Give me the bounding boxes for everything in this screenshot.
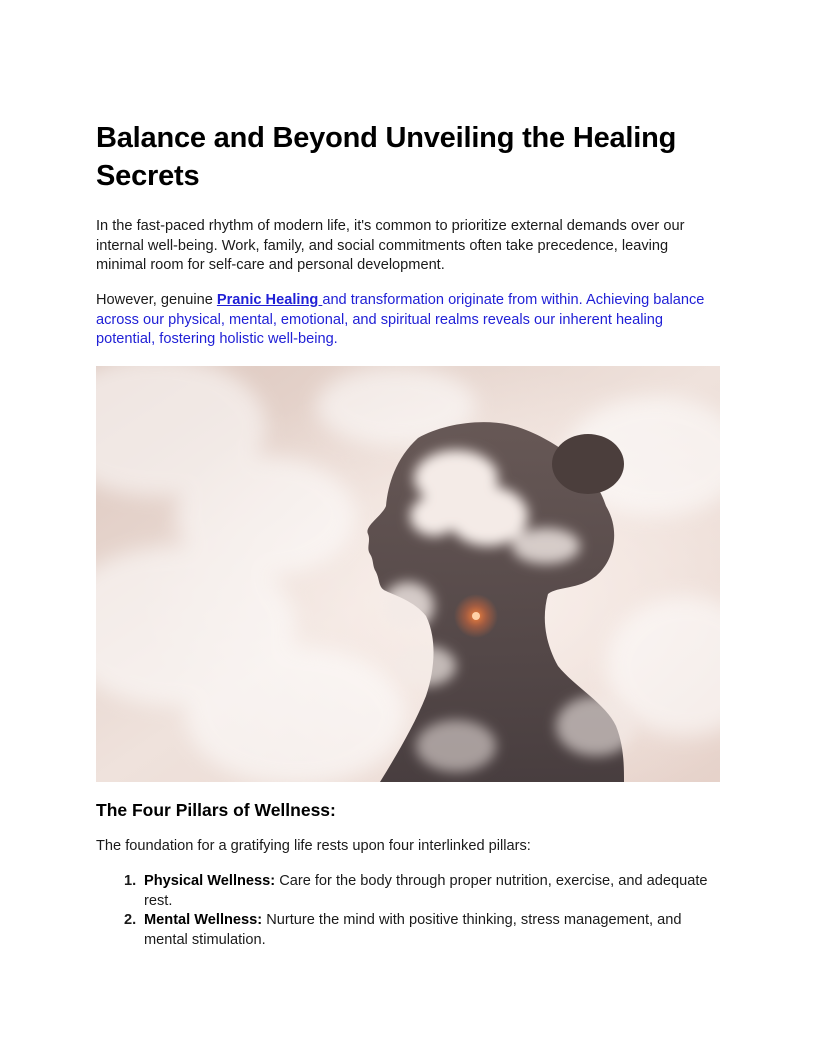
list-item: [96, 911, 720, 950]
list-number: 1.: [124, 873, 137, 889]
pillars-list: [96, 872, 720, 950]
pillar-name: Mental Wellness:: [144, 912, 263, 928]
list-number: 2.: [124, 912, 137, 928]
pillar-description: Nurture the mind with positive thinking, stress management, and mental stimulation.: [144, 912, 682, 948]
pranic-paragraph-rest: and transformation originate from within. Achieving balance across our physical, mental, emotional, and spiritual realms reveals our inherent healing potential, fostering holistic well-being.: [96, 292, 705, 347]
pillar-name: Physical Wellness:: [144, 873, 276, 889]
hero-image: [96, 366, 720, 782]
list-item: [96, 872, 720, 911]
pillar-description: Care for the body through proper nutrition, exercise, and adequate rest.: [144, 873, 708, 909]
pranic-paragraph-prefix: However, genuine: [96, 292, 217, 308]
page-title: Balance and Beyond Unveiling the Healing Secrets: [96, 122, 677, 192]
pranic-paragraph: [96, 291, 720, 350]
section-heading: The Four Pillars of Wellness:: [96, 800, 336, 820]
intro-paragraph: In the fast-paced rhythm of modern life, it's common to prioritize external demands over our internal well-being. Work, family, and social commitments often take precedence, leaving minimal room for self-care and personal development.: [96, 218, 685, 273]
pranic-healing-link[interactable]: Pranic Healing: [216, 292, 323, 308]
section-intro: The foundation for a gratifying life rests upon four interlinked pillars:: [96, 838, 531, 854]
